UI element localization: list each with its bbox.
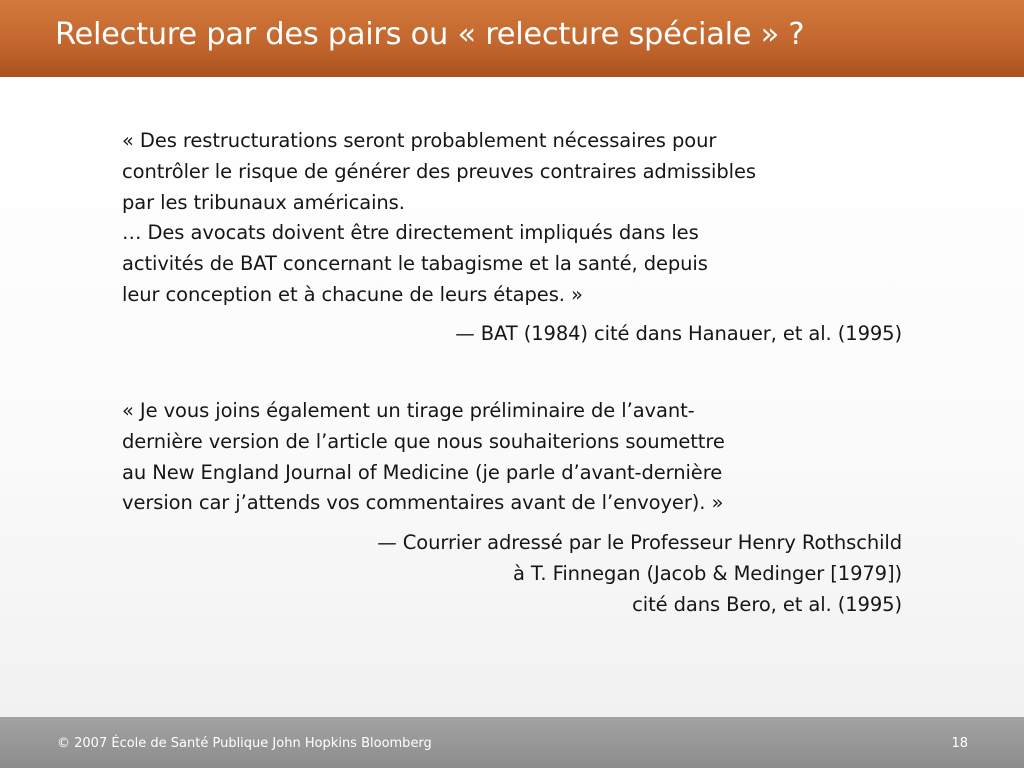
quote-1-line: … Des avocats doivent être directement impliqués dans les [122, 221, 699, 245]
quote-1-line: par les tribunaux américains. [122, 190, 405, 214]
quote-block-2 [122, 396, 725, 519]
copyright-text: © 2007 École de Santé Publique John Hopkins Bloomberg [57, 736, 432, 751]
citation-2-line: à T. Finnegan (Jacob & Medinger [1979]) [512, 562, 902, 585]
quote-2-line: version car j’attends vos commentaires avant de l’envoyer). » [122, 491, 724, 515]
slide-title: Relecture par des pairs ou « relecture spéciale » ? [55, 17, 805, 52]
quote-block-1 [122, 126, 756, 311]
citation-2 [377, 527, 902, 620]
quote-1-line: contrôler le risque de générer des preuves contraires admissibles [122, 159, 756, 183]
citation-2-line: cité dans Bero, et al. (1995) [632, 593, 902, 616]
page-number: 18 [951, 736, 968, 751]
quote-2-line: « Je vous joins également un tirage préliminaire de l’avant- [122, 399, 695, 422]
title-bar [0, 0, 1024, 77]
quote-1-line: activités de BAT concernant le tabagisme et la santé, depuis [122, 252, 708, 276]
quote-1-line: leur conception et à chacune de leurs étapes. » [122, 282, 583, 306]
footer-bar [0, 717, 1024, 768]
citation-2-line: — Courrier adressé par le Professeur Henry Rothschild [377, 531, 902, 554]
citation-1-line: — BAT (1984) cité dans Hanauer, et al. (1995) [455, 322, 902, 345]
quote-2-line: au New England Journal of Medicine (je parle d’avant-dernière [122, 460, 723, 484]
quote-2-line: dernière version de l’article que nous souhaiterions soumettre [122, 429, 725, 453]
quote-1-line: « Des restructurations seront probablement nécessaires pour [122, 129, 717, 152]
citation-1 [455, 318, 902, 349]
